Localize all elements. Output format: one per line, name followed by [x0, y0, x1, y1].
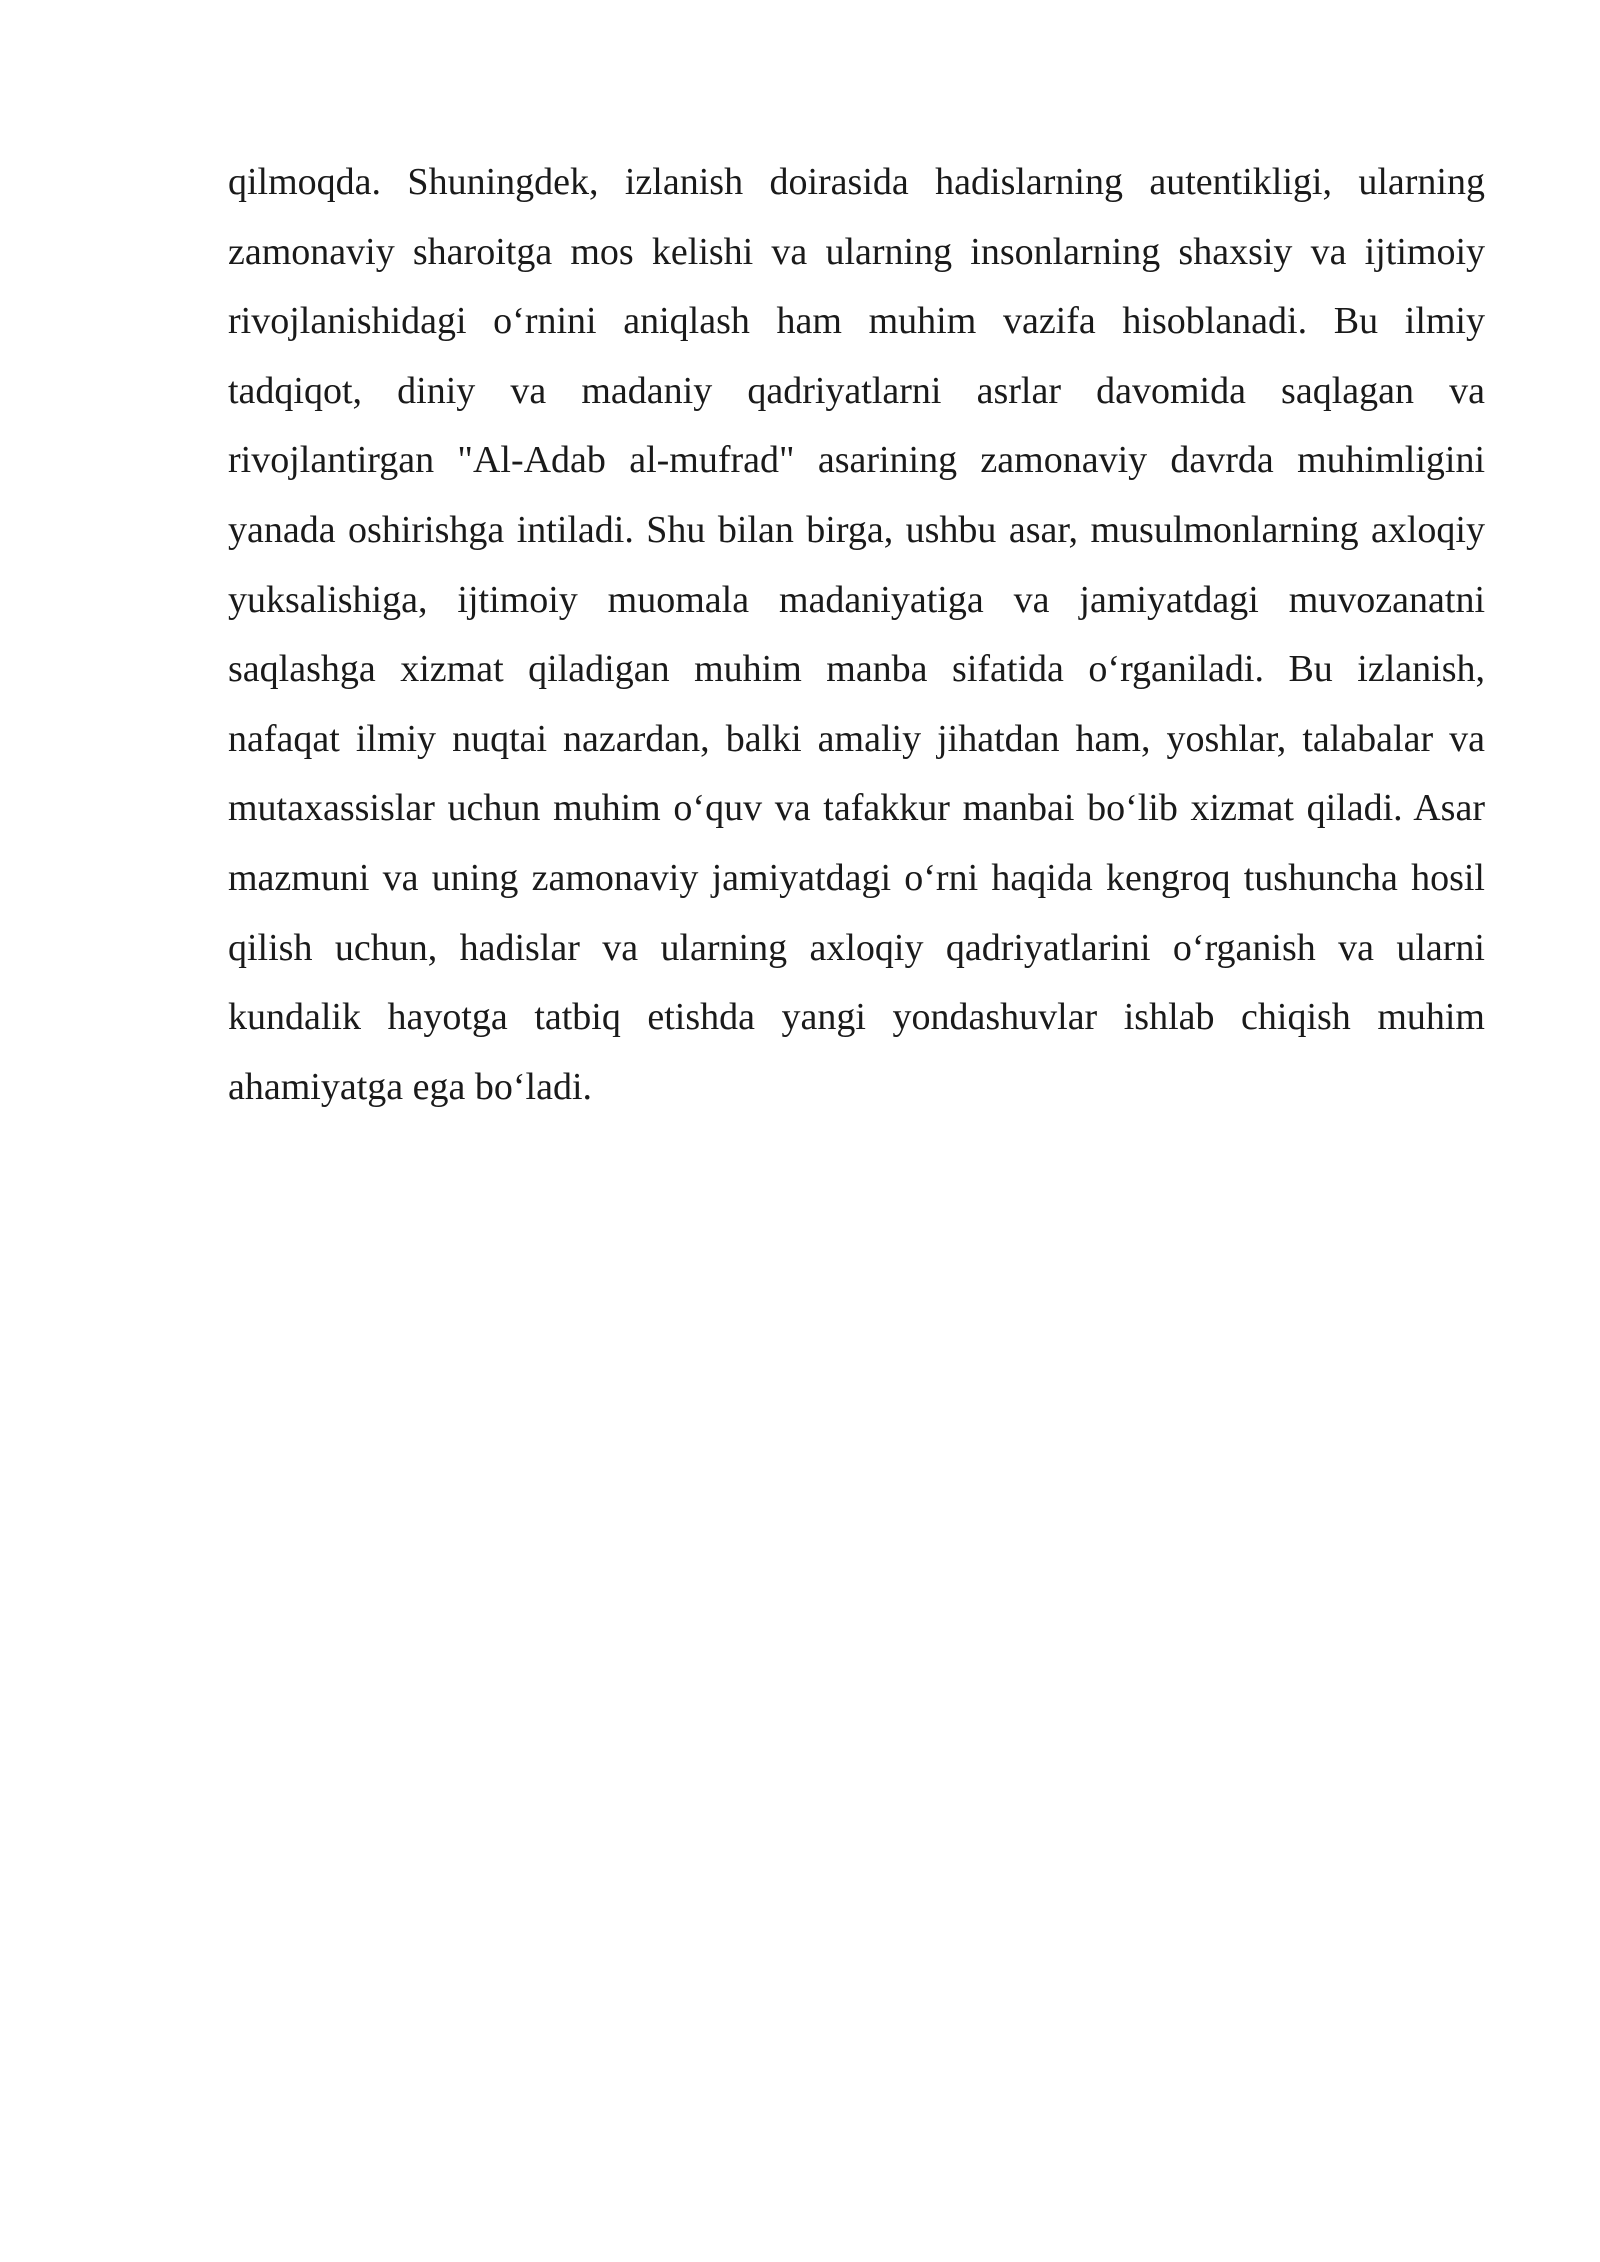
- body-paragraph: qilmoqda. Shuningdek, izlanish doirasida hadislarning autentikligi, ularning zamonaviy sharoitga mos kelishi va ularning insonlarning shaxsiy va ijtimoiy rivojlanishidagi o‘rnini aniqlash ham muhim vazifa hisoblanadi. Bu ilmiy tadqiqot, diniy va madaniy qadriyatlarni asrlar davomida saqlagan va rivojlantirgan "Al-Adab al-mufrad" asarining zamonaviy davrda muhimligini yanada oshirishga intiladi. Shu bilan birga, ushbu asar, musulmonlarning axloqiy yuksalishiga, ijtimoiy muomala madaniyatiga va jamiyatdagi muvozanatni saqlashga xizmat qiladigan muhim manba sifatida o‘rganiladi. Bu izlanish, nafaqat ilmiy nuqtai nazardan, balki amaliy jihatdan ham, yoshlar, talabalar va mutaxassislar uchun muhim o‘quv va tafakkur manbai bo‘lib xizmat qiladi. Asar mazmuni va uning zamonaviy jamiyatdagi o‘rni haqida kengroq tushuncha hosil qilish uchun, hadislar va ularning axloqiy qadriyatlarini o‘rganish va ularni kundalik hayotga tatbiq etishda yangi yondashuvlar ishlab chiqish muhim ahamiyatga ega bo‘ladi.: [228, 161, 1485, 1108]
